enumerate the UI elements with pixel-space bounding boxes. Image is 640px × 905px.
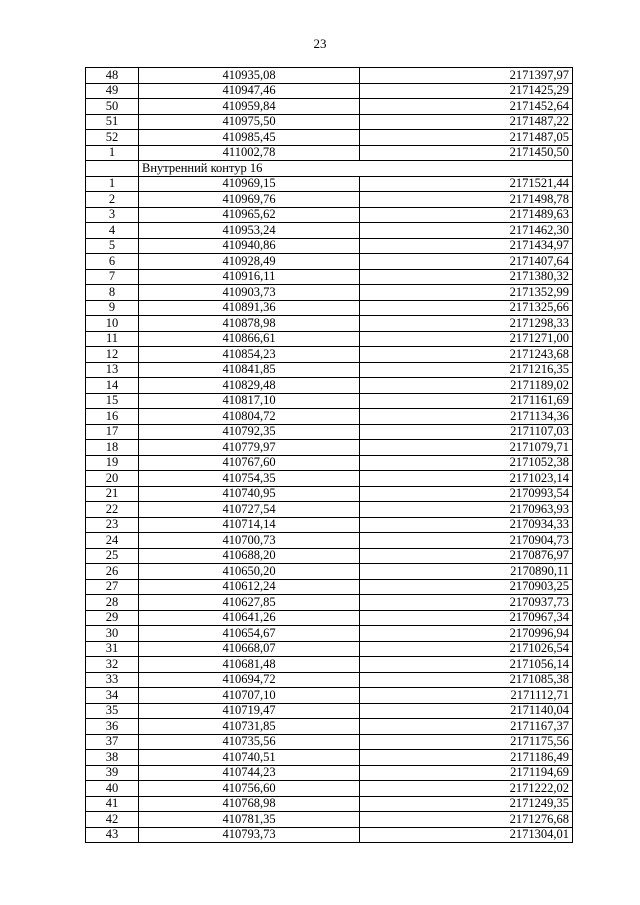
- y-coordinate-cell: 2171134,36: [360, 409, 573, 425]
- x-coordinate-cell: 410969,15: [139, 176, 360, 192]
- coordinates-table-top-group: [86, 68, 573, 161]
- y-coordinate-cell: 2171380,32: [360, 269, 573, 285]
- y-coordinate-cell: 2171175,56: [360, 734, 573, 750]
- x-coordinate-cell: 410928,49: [139, 254, 360, 270]
- table-row: [86, 192, 573, 208]
- table-row: [86, 471, 573, 487]
- y-coordinate-cell: 2171056,14: [360, 657, 573, 673]
- y-coordinate-cell: 2171304,01: [360, 827, 573, 843]
- y-coordinate-cell: 2171189,02: [360, 378, 573, 394]
- y-coordinate-cell: 2170876,97: [360, 548, 573, 564]
- point-number-cell: 22: [86, 502, 139, 518]
- x-coordinate-cell: 410953,24: [139, 223, 360, 239]
- x-coordinate-cell: 410969,76: [139, 192, 360, 208]
- y-coordinate-cell: 2171107,03: [360, 424, 573, 440]
- table-row: [86, 641, 573, 657]
- y-coordinate-cell: 2171186,49: [360, 750, 573, 766]
- table-row: [86, 719, 573, 735]
- y-coordinate-cell: 2171434,97: [360, 238, 573, 254]
- x-coordinate-cell: 410817,10: [139, 393, 360, 409]
- point-number-cell: 32: [86, 657, 139, 673]
- point-number-cell: 28: [86, 595, 139, 611]
- point-number-cell: 49: [86, 83, 139, 99]
- table-row: [86, 176, 573, 192]
- point-number-cell: 39: [86, 765, 139, 781]
- x-coordinate-cell: 410731,85: [139, 719, 360, 735]
- table-row: [86, 688, 573, 704]
- x-coordinate-cell: 410781,35: [139, 812, 360, 828]
- x-coordinate-cell: 410891,36: [139, 300, 360, 316]
- table-row: [86, 703, 573, 719]
- table-row: [86, 626, 573, 642]
- x-coordinate-cell: 410779,97: [139, 440, 360, 456]
- y-coordinate-cell: 2170934,33: [360, 517, 573, 533]
- point-number-cell: 30: [86, 626, 139, 642]
- x-coordinate-cell: 410903,73: [139, 285, 360, 301]
- table-row: [86, 424, 573, 440]
- x-coordinate-cell: 410829,48: [139, 378, 360, 394]
- point-number-cell: 17: [86, 424, 139, 440]
- y-coordinate-cell: 2171112,71: [360, 688, 573, 704]
- table-row: [86, 672, 573, 688]
- x-coordinate-cell: 410707,10: [139, 688, 360, 704]
- x-coordinate-cell: 410719,47: [139, 703, 360, 719]
- x-coordinate-cell: 410727,54: [139, 502, 360, 518]
- point-number-cell: 16: [86, 409, 139, 425]
- x-coordinate-cell: 410650,20: [139, 564, 360, 580]
- table-row: [86, 316, 573, 332]
- table-row: [86, 486, 573, 502]
- x-coordinate-cell: 410714,14: [139, 517, 360, 533]
- table-row: [86, 440, 573, 456]
- x-coordinate-cell: 410740,51: [139, 750, 360, 766]
- section-title: Внутренний контур 16: [139, 161, 573, 177]
- table-row: [86, 781, 573, 797]
- x-coordinate-cell: 410641,26: [139, 610, 360, 626]
- y-coordinate-cell: 2171487,05: [360, 130, 573, 146]
- point-number-cell: 11: [86, 331, 139, 347]
- point-number-cell: 2: [86, 192, 139, 208]
- y-coordinate-cell: 2171298,33: [360, 316, 573, 332]
- point-number-cell: 9: [86, 300, 139, 316]
- point-number-cell: 52: [86, 130, 139, 146]
- table-row: [86, 517, 573, 533]
- table-row: [86, 393, 573, 409]
- x-coordinate-cell: 410866,61: [139, 331, 360, 347]
- x-coordinate-cell: 410841,85: [139, 362, 360, 378]
- coordinates-table-bottom-group: [86, 176, 573, 843]
- x-coordinate-cell: 410744,23: [139, 765, 360, 781]
- x-coordinate-cell: 410688,20: [139, 548, 360, 564]
- y-coordinate-cell: 2171052,38: [360, 455, 573, 471]
- y-coordinate-cell: 2171489,63: [360, 207, 573, 223]
- point-number-cell: 1: [86, 176, 139, 192]
- point-number-cell: 26: [86, 564, 139, 580]
- point-number-cell: 6: [86, 254, 139, 270]
- y-coordinate-cell: 2171085,38: [360, 672, 573, 688]
- point-number-cell: 7: [86, 269, 139, 285]
- y-coordinate-cell: 2171487,22: [360, 114, 573, 130]
- point-number-cell: 50: [86, 99, 139, 115]
- table-row: [86, 362, 573, 378]
- table-row: [86, 378, 573, 394]
- table-row: [86, 114, 573, 130]
- table-row: [86, 657, 573, 673]
- x-coordinate-cell: 410768,98: [139, 796, 360, 812]
- point-number-cell: 37: [86, 734, 139, 750]
- point-number-cell: 51: [86, 114, 139, 130]
- table-row: [86, 207, 573, 223]
- x-coordinate-cell: 410878,98: [139, 316, 360, 332]
- point-number-cell: 15: [86, 393, 139, 409]
- point-number-cell: 14: [86, 378, 139, 394]
- section-header-group: [86, 161, 573, 177]
- y-coordinate-cell: 2171276,68: [360, 812, 573, 828]
- point-number-cell: 25: [86, 548, 139, 564]
- table-row: [86, 269, 573, 285]
- y-coordinate-cell: 2171407,64: [360, 254, 573, 270]
- x-coordinate-cell: 410681,48: [139, 657, 360, 673]
- y-coordinate-cell: 2170996,94: [360, 626, 573, 642]
- point-number-cell: 31: [86, 641, 139, 657]
- point-number-cell: 18: [86, 440, 139, 456]
- y-coordinate-cell: 2171222,02: [360, 781, 573, 797]
- x-coordinate-cell: 410735,56: [139, 734, 360, 750]
- x-coordinate-cell: 410700,73: [139, 533, 360, 549]
- point-number-cell: 38: [86, 750, 139, 766]
- x-coordinate-cell: 410940,86: [139, 238, 360, 254]
- y-coordinate-cell: 2171352,99: [360, 285, 573, 301]
- table-row: [86, 750, 573, 766]
- point-number-cell: 12: [86, 347, 139, 363]
- table-row: [86, 130, 573, 146]
- point-number-cell: 10: [86, 316, 139, 332]
- point-number-cell: 8: [86, 285, 139, 301]
- x-coordinate-cell: 410935,08: [139, 68, 360, 84]
- table-row: [86, 145, 573, 161]
- table-row: [86, 579, 573, 595]
- point-number-cell: 36: [86, 719, 139, 735]
- point-number-cell: 19: [86, 455, 139, 471]
- table-row: [86, 564, 573, 580]
- y-coordinate-cell: 2171243,68: [360, 347, 573, 363]
- y-coordinate-cell: 2171425,29: [360, 83, 573, 99]
- point-number-cell: 21: [86, 486, 139, 502]
- table-row: [86, 812, 573, 828]
- table-row: [86, 68, 573, 84]
- y-coordinate-cell: 2170903,25: [360, 579, 573, 595]
- y-coordinate-cell: 2171026,54: [360, 641, 573, 657]
- coordinates-table: [85, 67, 573, 843]
- point-number-cell: 41: [86, 796, 139, 812]
- table-row: [86, 409, 573, 425]
- point-number-cell: 20: [86, 471, 139, 487]
- y-coordinate-cell: 2171216,35: [360, 362, 573, 378]
- point-number-cell: 1: [86, 145, 139, 161]
- x-coordinate-cell: 410792,35: [139, 424, 360, 440]
- x-coordinate-cell: 410916,11: [139, 269, 360, 285]
- point-number-cell: 5: [86, 238, 139, 254]
- table-row: [86, 300, 573, 316]
- table-row: [86, 285, 573, 301]
- x-coordinate-cell: 410947,46: [139, 83, 360, 99]
- y-coordinate-cell: 2171462,30: [360, 223, 573, 239]
- y-coordinate-cell: 2170963,93: [360, 502, 573, 518]
- point-number-cell: 24: [86, 533, 139, 549]
- y-coordinate-cell: 2171140,04: [360, 703, 573, 719]
- y-coordinate-cell: 2171023,14: [360, 471, 573, 487]
- point-number-cell: 42: [86, 812, 139, 828]
- table-row: [86, 734, 573, 750]
- y-coordinate-cell: 2171452,64: [360, 99, 573, 115]
- point-number-cell: 35: [86, 703, 139, 719]
- section-header-empty-cell: [86, 161, 139, 177]
- x-coordinate-cell: 410612,24: [139, 579, 360, 595]
- point-number-cell: 3: [86, 207, 139, 223]
- y-coordinate-cell: 2171397,97: [360, 68, 573, 84]
- y-coordinate-cell: 2171167,37: [360, 719, 573, 735]
- page-number: 23: [313, 36, 327, 51]
- y-coordinate-cell: 2171194,69: [360, 765, 573, 781]
- x-coordinate-cell: 410754,35: [139, 471, 360, 487]
- x-coordinate-cell: 410668,07: [139, 641, 360, 657]
- y-coordinate-cell: 2171498,78: [360, 192, 573, 208]
- y-coordinate-cell: 2171249,35: [360, 796, 573, 812]
- table-row: [86, 595, 573, 611]
- y-coordinate-cell: 2171271,00: [360, 331, 573, 347]
- table-row: [86, 223, 573, 239]
- section-header-row: [86, 161, 573, 177]
- table-row: [86, 83, 573, 99]
- point-number-cell: 43: [86, 827, 139, 843]
- table-row: [86, 827, 573, 843]
- y-coordinate-cell: 2171521,44: [360, 176, 573, 192]
- table-row: [86, 610, 573, 626]
- table-row: [86, 99, 573, 115]
- y-coordinate-cell: 2171450,50: [360, 145, 573, 161]
- x-coordinate-cell: 410854,23: [139, 347, 360, 363]
- point-number-cell: 48: [86, 68, 139, 84]
- point-number-cell: 23: [86, 517, 139, 533]
- table-row: [86, 347, 573, 363]
- x-coordinate-cell: 410793,73: [139, 827, 360, 843]
- point-number-cell: 29: [86, 610, 139, 626]
- y-coordinate-cell: 2170890,11: [360, 564, 573, 580]
- point-number-cell: 34: [86, 688, 139, 704]
- table-row: [86, 796, 573, 812]
- table-row: [86, 765, 573, 781]
- x-coordinate-cell: 410740,95: [139, 486, 360, 502]
- table-row: [86, 254, 573, 270]
- table-row: [86, 238, 573, 254]
- x-coordinate-cell: 410965,62: [139, 207, 360, 223]
- x-coordinate-cell: 410975,50: [139, 114, 360, 130]
- table-row: [86, 533, 573, 549]
- y-coordinate-cell: 2171079,71: [360, 440, 573, 456]
- point-number-cell: 13: [86, 362, 139, 378]
- y-coordinate-cell: 2170904,73: [360, 533, 573, 549]
- table-row: [86, 455, 573, 471]
- point-number-cell: 40: [86, 781, 139, 797]
- y-coordinate-cell: 2170937,73: [360, 595, 573, 611]
- x-coordinate-cell: 410654,67: [139, 626, 360, 642]
- x-coordinate-cell: 410959,84: [139, 99, 360, 115]
- table-row: [86, 502, 573, 518]
- table-row: [86, 331, 573, 347]
- x-coordinate-cell: 411002,78: [139, 145, 360, 161]
- point-number-cell: 4: [86, 223, 139, 239]
- point-number-cell: 33: [86, 672, 139, 688]
- y-coordinate-cell: 2170993,54: [360, 486, 573, 502]
- x-coordinate-cell: 410756,60: [139, 781, 360, 797]
- point-number-cell: 27: [86, 579, 139, 595]
- table-row: [86, 548, 573, 564]
- x-coordinate-cell: 410694,72: [139, 672, 360, 688]
- x-coordinate-cell: 410804,72: [139, 409, 360, 425]
- x-coordinate-cell: 410985,45: [139, 130, 360, 146]
- x-coordinate-cell: 410767,60: [139, 455, 360, 471]
- y-coordinate-cell: 2170967,34: [360, 610, 573, 626]
- x-coordinate-cell: 410627,85: [139, 595, 360, 611]
- y-coordinate-cell: 2171161,69: [360, 393, 573, 409]
- y-coordinate-cell: 2171325,66: [360, 300, 573, 316]
